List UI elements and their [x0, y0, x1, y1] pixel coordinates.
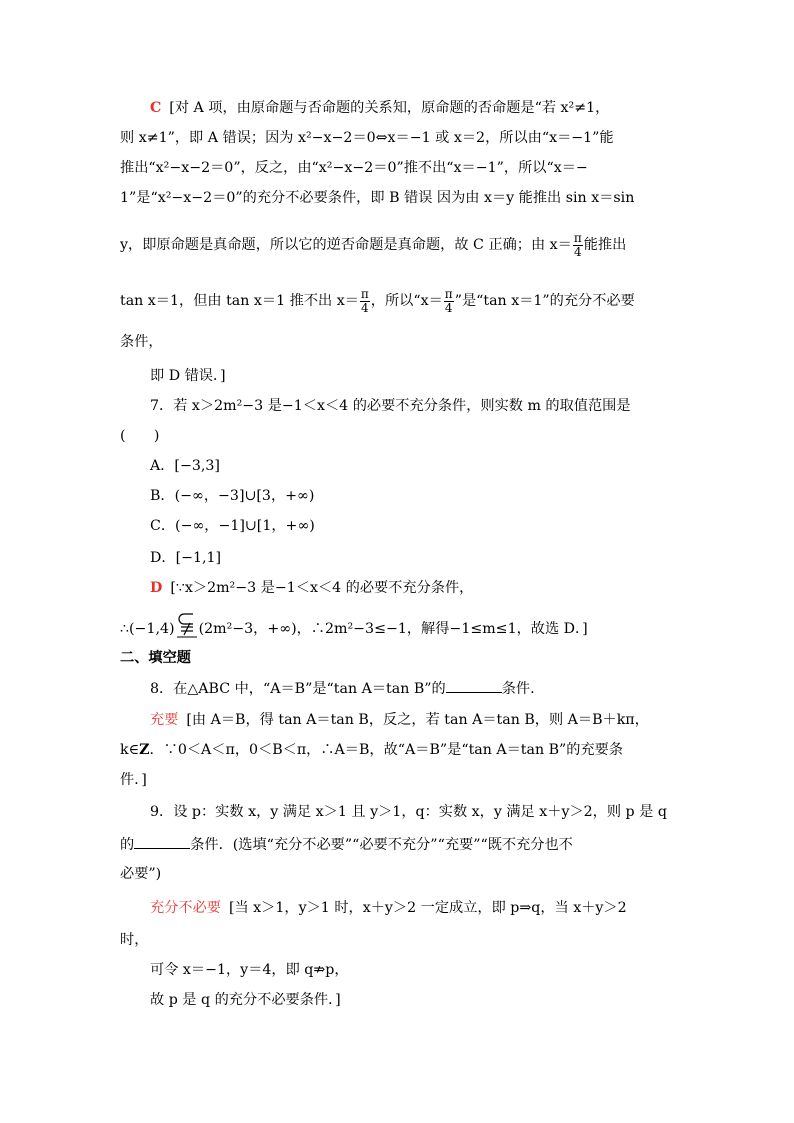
q7-explanation-line2: ∴(−1,4) (2m²−3，+∞)，∴2m²−3≤−1，解得−1≤m≤1，故选 D．] [120, 619, 680, 639]
answer6-line1: C [对 A 项，由原命题与否命题的关系知，原命题的否命题是“若 x²≠1， [150, 100, 610, 116]
q9-explanation-line2: 时， [120, 932, 149, 948]
q9-stem-line2: 的 条件．(选填“充分不必要”“必要不充分”“充要”“既不充分也不 [120, 834, 680, 855]
q7-stem-line2: ( ) [120, 428, 160, 444]
answer6-line7: 条件， [120, 334, 163, 350]
q7-answer-letter: D [150, 580, 163, 596]
q9-explanation-line4: 故 p 是 q 的充分不必要条件．] [150, 992, 341, 1008]
blank-underline [134, 834, 190, 849]
q7-option-c: C．(−∞，−1]∪[1，+∞) [150, 518, 315, 534]
q9-explanation-line3: 可令 x＝−1，y＝4，即 q⇏p， [150, 962, 349, 978]
q7-option-a: A．[−3,3] [150, 458, 220, 474]
answer6-line5: y，即原命题是真命题，所以它的逆否命题是真命题，故 C 正确；由 x＝ $\frac{\pi}{4}$ 能推出 [120, 230, 627, 259]
answer6-line8: 即 D 错误．] [150, 368, 226, 384]
q8-stem: 8．在△ABC 中，“A＝B”是“tan A＝tan B”的 条件. [150, 678, 710, 699]
q9-explanation-line1: 充分不必要 [当 x＞1，y＞1 时，x＋y＞2 一定成立，即 p⇒q，当 x＋y＞2 [150, 900, 627, 916]
pi-over-4-fraction: $\frac{\pi}{4}$ [573, 230, 582, 259]
answer6-letter: C [150, 100, 162, 116]
q7-explanation-line1: D [∵x＞2m²−3 是−1＜x＜4 的必要不充分条件， [150, 580, 474, 596]
answer6-line3: 推出“x²−x−2＝0”，反之，由“x²−x−2＝0”推不出“x＝−1”，所以“x＝− [120, 160, 588, 176]
answer6-line6: tan x＝1，但由 tan x＝1 推不出 x＝ $\frac{\pi}{4}$ ，所以“x＝ $\frac{\pi}{4}$ ”是“tan x＝1”的充分不必要 [120, 286, 635, 315]
q8-explanation-line2: k∈Z．∵0＜A＜π，0＜B＜π，∴A＝B，故“A＝B”是“tan A＝tan B”的充要条 [120, 742, 624, 758]
pi-over-4-fraction: $\frac{\pi}{4}$ [444, 286, 453, 315]
answer6-line4: 1”是“x²−x−2＝0”的充分不必要条件，即 B 错误 因为由 x＝y 能推出 sin x＝sin [120, 190, 635, 206]
q9-stem-line3: 必要”) [120, 866, 162, 882]
q9-answer: 充分不必要 [150, 900, 221, 916]
q8-answer: 充要 [150, 712, 179, 728]
q7-stem-line1: 7．若 x＞2m²−3 是−1＜x＜4 的必要不充分条件，则实数 m 的取值范围是 [150, 398, 631, 414]
q8-explanation-line3: 件．] [120, 772, 147, 788]
q8-explanation-line1: 充要 [由 A＝B，得 tan A＝tan B，反之，若 tan A＝tan B，则 A＝B＋kπ， [150, 712, 649, 728]
q7-option-b: B．(−∞，−3]∪[3，+∞) [150, 488, 315, 504]
section-title: 二、填空题 [120, 650, 191, 666]
q7-option-d: D．[−1,1] [150, 550, 222, 566]
blank-underline [446, 678, 502, 693]
proper-subset-icon [175, 619, 199, 639]
q9-stem-line1: 9．设 p：实数 x，y 满足 x＞1 且 y＞1，q：实数 x，y 满足 x＋y＞2，则 p 是 q [150, 804, 667, 820]
answer6-line2: 则 x≠1”，即 A 错误；因为 x²−x−2＝0⇔x＝−1 或 x＝2，所以由“x＝−1”能 [120, 130, 614, 146]
pi-over-4-fraction: $\frac{\pi}{4}$ [360, 286, 369, 315]
